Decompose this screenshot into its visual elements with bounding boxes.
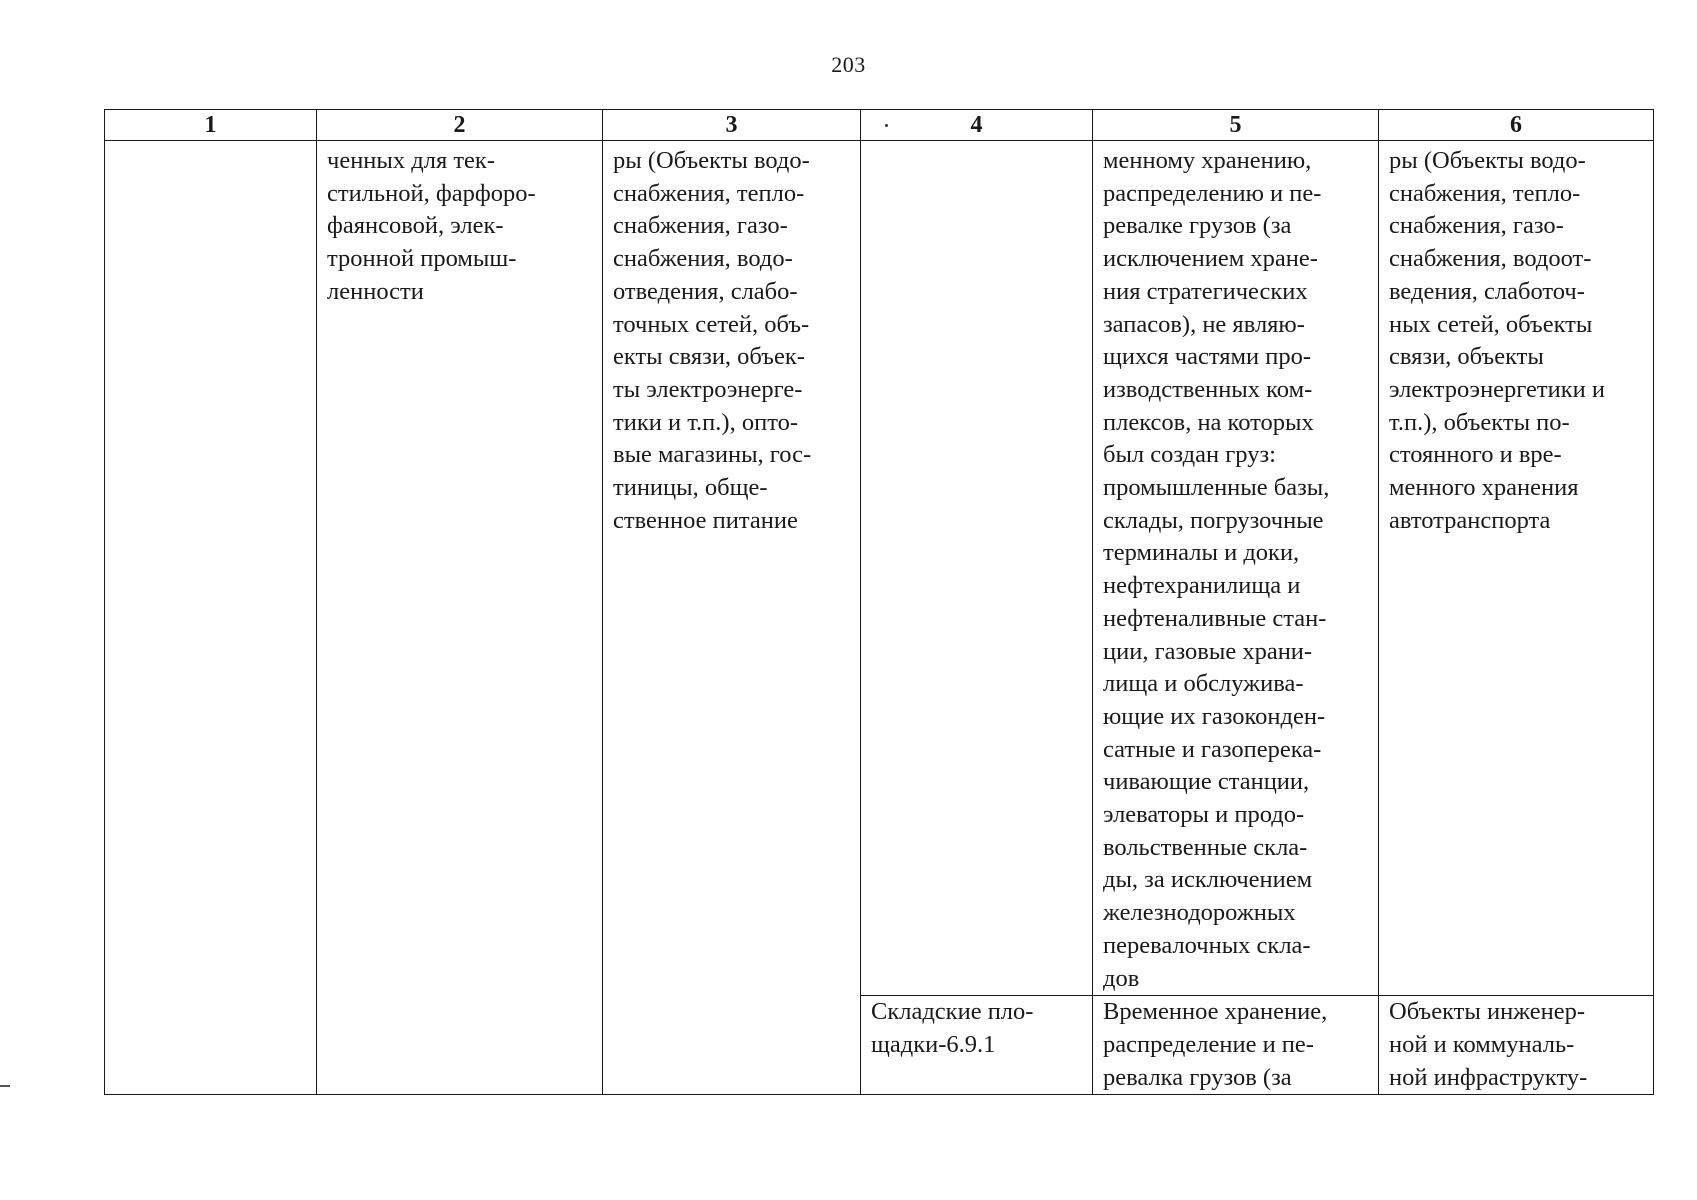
header-col-1: 1 [105, 110, 317, 141]
header-col-2: 2 [317, 110, 603, 141]
header-col-5: 5 [1093, 110, 1379, 141]
table-header [105, 110, 1654, 141]
cell-col-4 [861, 141, 1093, 996]
cell-col-1 [105, 141, 317, 1095]
cell-col-3: ры (Объекты водо- снабжения, тепло- снабжения, газо- снабжения, водо- отведения, слабо- точных сетей, объ- екты связи, объек- ты электроэнерге- тики и т.п.), опто- вые магазины, гос- тиницы, обще- ственное питание [603, 141, 861, 1095]
header-row [105, 110, 1654, 141]
cell-col-6-storage: Объекты инженер- ной и коммуналь- ной инфраструкту- [1379, 996, 1654, 1095]
header-col-3: 3 [603, 110, 861, 141]
cell-col-6: ры (Объекты водо- снабжения, тепло- снабжения, газо- снабжения, водоот- ведения, слаботоч- ных сетей, объекты связи, объекты электроэнергетики и т.п.), объекты по- стоянного и вре- менного хранения автотранспорта [1379, 141, 1654, 996]
page-number: 203 [831, 52, 866, 77]
regulation-table [104, 109, 1654, 1095]
scan-edge-mark [0, 1085, 10, 1087]
table-row [105, 141, 1654, 996]
cell-col-2: ченных для тек- стильной, фарфоро- фаянсовой, элек- тронной промыш- ленности [317, 141, 603, 1095]
cell-col-4-storage: Складские пло- щадки-6.9.1 [861, 996, 1093, 1095]
table-body [105, 141, 1654, 1095]
cell-col-5: менному хранению, распределению и пе- ревалке грузов (за исключением хране- ния стратегических запасов), не являю- щихся частями про- изводственных ком- плексов, на которых был создан груз: промышленные базы, склады, погрузочные терминалы и доки, нефтехранилища и нефтеналивные стан- ции, газовые храни- лища и обслужива- ющие их газоконден- сатные и газоперека- чивающие станции, элеваторы и продо- вольственные скла- ды, за исключением железнодорожных перевалочных скла- дов [1093, 141, 1379, 996]
header-col-6: 6 [1379, 110, 1654, 141]
scan-dot-mark [885, 124, 888, 127]
header-col-4: 4 [861, 110, 1093, 141]
cell-col-5-storage: Временное хранение, распределение и пе- ревалка грузов (за [1093, 996, 1379, 1095]
